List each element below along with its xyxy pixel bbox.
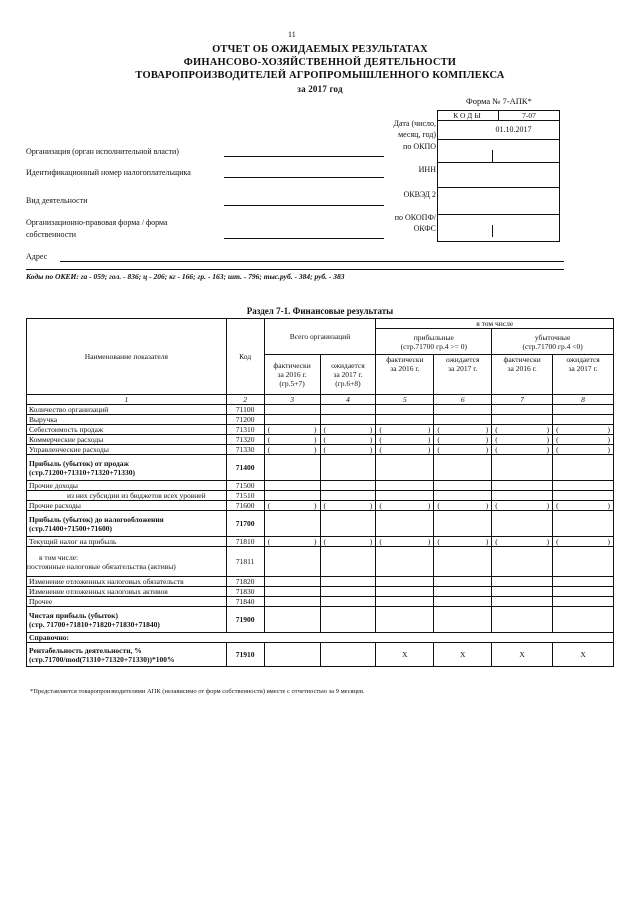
row-code: 71811 [226,547,264,577]
table-row [27,607,614,633]
table-cell[interactable] [264,435,320,445]
table-cell[interactable] [434,491,492,501]
table-row [27,501,614,511]
row-name: в том числе: постоянные налоговые обязательства (активы) [27,547,227,577]
date-label-1: Дата (число, [393,119,436,128]
table-cell[interactable] [320,435,376,445]
table-cell[interactable] [434,435,492,445]
okved-cell[interactable] [438,188,559,215]
table-cell[interactable] [434,455,492,481]
table-cell[interactable] [553,481,614,491]
paren-open: ( [556,425,559,434]
header-including: в том числе [376,319,614,329]
paren-close: ) [369,425,373,434]
paren-open: ( [556,445,559,454]
table-cell[interactable] [320,405,376,415]
table-cell[interactable] [264,405,320,415]
col-number: 4 [320,395,376,405]
table-cell[interactable] [376,405,434,415]
paren-close: ) [369,435,373,444]
paren-open: ( [267,435,271,444]
x-mark: X [376,643,434,667]
table-cell[interactable] [264,501,320,511]
table-cell[interactable] [553,425,614,435]
paren-close: ) [427,425,431,434]
table-cell[interactable] [492,577,553,587]
table-row [27,445,614,455]
table-cell[interactable] [320,481,376,491]
legal-form-input-line[interactable] [224,237,384,239]
table-row [27,435,614,445]
okpo-cell[interactable] [438,140,559,163]
paren-open: ( [379,435,382,444]
paren-open: ( [437,435,440,444]
paren-close: ) [369,501,373,510]
table-row [27,481,614,491]
header-code: Код [226,319,264,395]
table-cell[interactable] [492,537,553,547]
table-cell[interactable] [434,537,492,547]
row-name: Текущий налог на прибыль [27,537,227,547]
paren-close: ) [546,445,550,454]
table-cell[interactable] [376,597,434,607]
okpo-label: по ОКПО [403,142,436,151]
page-number: 11 [288,30,296,39]
col-number: 8 [553,395,614,405]
row-code: 71900 [226,607,264,633]
table-cell[interactable] [553,455,614,481]
inn-cell[interactable] [438,163,559,188]
col-number: 5 [376,395,434,405]
row-name: Прибыль (убыток) до налогообложения (стр.71400+71500+71600) [27,511,227,537]
table-row [27,577,614,587]
paren-open: ( [379,445,382,454]
table-cell[interactable] [264,587,320,597]
table-cell[interactable] [492,511,553,537]
table-cell[interactable] [320,511,376,537]
table-cell[interactable] [492,587,553,597]
table-cell[interactable] [376,491,434,501]
table-cell[interactable] [492,491,553,501]
row-code: 71500 [226,481,264,491]
table-cell[interactable] [553,577,614,587]
paren-open: ( [556,435,559,444]
table-cell[interactable] [553,501,614,511]
table-cell[interactable] [434,425,492,435]
table-cell[interactable] [264,643,320,667]
table-cell[interactable] [264,481,320,491]
table-cell[interactable] [434,547,492,577]
paren-open: ( [556,537,559,546]
table-row [27,537,614,547]
x-mark: X [434,643,492,667]
table-cell[interactable] [434,405,492,415]
table-cell[interactable] [434,587,492,597]
reference-label: Справочно: [27,633,614,643]
table-cell[interactable] [264,597,320,607]
footnote: *Представляется товаропроизводителями АПК (независимо от форм собственности) вместе с отчетностью за 9 месяцев. [30,688,365,695]
paren-close: ) [607,445,610,454]
profitability-name: Рентабельность деятельности, % (стр.71700/mod(71310+71320+71330))*100% [27,643,227,667]
report-title-line-2: ФИНАНСОВО-ХОЗЯЙСТВЕННОЙ ДЕЯТЕЛЬНОСТИ [183,57,457,68]
inn-field-label: Идентификационный номер налогоплательщика [26,168,191,177]
table-cell[interactable] [264,445,320,455]
row-code: 71310 [226,425,264,435]
paren-open: ( [379,501,382,510]
table-cell[interactable] [376,455,434,481]
paren-close: ) [607,435,610,444]
table-cell[interactable] [492,415,553,425]
table-cell[interactable] [264,425,320,435]
header-col8: ожидается за 2017 г. [553,355,614,395]
row-name: из них субсидии из бюджетов всех уровней [27,491,227,501]
row-code: 71200 [226,415,264,425]
table-cell[interactable] [492,481,553,491]
table-row [27,491,614,501]
paren-close: ) [427,537,431,546]
table-cell[interactable] [264,607,320,633]
table-cell[interactable] [376,415,434,425]
table-cell[interactable] [376,511,434,537]
paren-close: ) [314,537,317,546]
table-cell[interactable] [553,537,614,547]
table-cell[interactable] [434,445,492,455]
paren-open: ( [495,435,498,444]
row-name: Чистая прибыль (убыток) (стр. 71700+71810+71820+71830+71840) [27,607,227,633]
row-name: Выручка [27,415,227,425]
paren-open: ( [267,445,271,454]
form-number: Форма № 7-АПК* [466,96,532,106]
table-cell[interactable] [376,577,434,587]
table-cell[interactable] [264,455,320,481]
paren-close: ) [314,445,317,454]
table-row [27,405,614,415]
table-cell[interactable] [320,415,376,425]
paren-open: ( [495,501,498,510]
x-mark: X [553,643,614,667]
table-cell[interactable] [320,455,376,481]
paren-close: ) [369,445,373,454]
row-name: Прочие доходы [27,481,227,491]
paren-open: ( [437,501,440,510]
okei-divider [26,269,564,270]
col-number: 1 [27,395,227,405]
col-number: 6 [434,395,492,405]
okfs-label: ОКФС [413,224,436,233]
paren-close: ) [314,425,317,434]
table-cell[interactable] [434,597,492,607]
table-cell[interactable] [553,445,614,455]
paren-close: ) [485,425,489,434]
table-cell[interactable] [492,455,553,481]
table-cell[interactable] [492,425,553,435]
row-name: Количество организаций [27,405,227,415]
table-cell[interactable] [376,445,434,455]
table-cell[interactable] [553,415,614,425]
header-name: Наименование показателя [27,319,227,395]
table-row [27,455,614,481]
profitability-code: 71910 [226,643,264,667]
table-cell[interactable] [434,511,492,537]
table-cell[interactable] [553,597,614,607]
table-cell[interactable] [264,511,320,537]
table-cell[interactable] [434,501,492,511]
codes-header-label: КОДЫ [438,111,499,120]
activity-label: Вид деятельности [26,196,88,205]
org-input-line[interactable] [224,155,384,157]
table-cell[interactable] [376,425,434,435]
table-cell[interactable] [553,511,614,537]
row-code: 71840 [226,597,264,607]
table-row [27,547,614,577]
table-cell[interactable] [264,415,320,425]
table-cell[interactable] [553,405,614,415]
col-number: 2 [226,395,264,405]
row-code: 71830 [226,587,264,597]
paren-close: ) [607,425,610,434]
table-row [27,425,614,435]
x-mark: X [492,643,553,667]
paren-close: ) [369,537,373,546]
table-cell[interactable] [264,547,320,577]
table-cell[interactable] [320,537,376,547]
okved-label: ОКВЭД 2 [403,190,436,199]
table-cell[interactable] [320,587,376,597]
table-cell[interactable] [320,597,376,607]
inn-input-line[interactable] [224,176,384,178]
row-name: Управленческие расходы [27,445,227,455]
paren-open: ( [437,445,440,454]
table-cell[interactable] [553,491,614,501]
row-name: Изменение отложенных налоговых активов [27,587,227,597]
paren-open: ( [323,425,327,434]
table-cell[interactable] [320,491,376,501]
table-cell[interactable] [434,481,492,491]
table-cell[interactable] [264,577,320,587]
legal-form-label-1: Организационно-правовая форма / форма [26,218,168,227]
paren-close: ) [607,537,610,546]
row-code: 71810 [226,537,264,547]
codes-box [437,110,560,242]
report-date: 01.10.2017 [495,125,532,134]
paren-open: ( [323,501,327,510]
okopf-label: по ОКОПФ/ [394,213,436,222]
paren-open: ( [323,445,327,454]
header-col3: фактически за 2016 г. (гр.5+7) [264,355,320,395]
table-cell[interactable] [434,577,492,587]
header-loss-making: убыточные (стр.71700 гр.4 <0) [492,329,614,355]
activity-input-line[interactable] [224,204,384,206]
paren-close: ) [546,537,550,546]
table-cell[interactable] [376,481,434,491]
paren-close: ) [485,537,489,546]
row-name: Прочее [27,597,227,607]
paren-close: ) [427,501,431,510]
table-cell[interactable] [553,547,614,577]
table-cell[interactable] [320,643,376,667]
paren-open: ( [323,435,327,444]
paren-open: ( [437,537,440,546]
table-row [27,597,614,607]
paren-open: ( [495,425,498,434]
header-col5: фактически за 2016 г. [376,355,434,395]
paren-open: ( [379,537,382,546]
table-cell[interactable] [264,537,320,547]
header-col7: фактически за 2016 г. [492,355,553,395]
paren-close: ) [546,435,550,444]
paren-open: ( [437,425,440,434]
address-label: Адрес [26,252,48,261]
inn-label: ИНН [418,165,436,174]
row-code: 71600 [226,501,264,511]
table-cell[interactable] [264,491,320,501]
paren-close: ) [546,501,550,510]
table-cell[interactable] [376,547,434,577]
row-name: Изменение отложенных налоговых обязательств [27,577,227,587]
row-code: 71100 [226,405,264,415]
paren-close: ) [485,501,489,510]
org-label: Организация (орган исполнительной власти) [26,147,179,156]
paren-open: ( [556,501,559,510]
row-name: Себестоимость продаж [27,425,227,435]
paren-close: ) [485,435,489,444]
date-label-2: месяц, год) [398,130,436,139]
table-cell[interactable] [492,435,553,445]
paren-close: ) [485,445,489,454]
table-cell[interactable] [376,435,434,445]
table-cell[interactable] [376,607,434,633]
row-code: 71820 [226,577,264,587]
table-cell[interactable] [376,537,434,547]
table-row [27,587,614,597]
table-cell[interactable] [492,405,553,415]
row-name: Коммерческие расходы [27,435,227,445]
paren-close: ) [314,501,317,510]
row-code: 71700 [226,511,264,537]
table-cell[interactable] [553,607,614,633]
section-title: Раздел 7-1. Финансовые результаты [246,306,394,316]
table-cell[interactable] [492,597,553,607]
row-name: Прочие расходы [27,501,227,511]
header-all-orgs: Всего организаций [264,319,376,355]
paren-close: ) [427,445,431,454]
row-code: 71510 [226,491,264,501]
paren-close: ) [607,501,610,510]
col-number: 3 [264,395,320,405]
table-cell[interactable] [492,501,553,511]
table-cell[interactable] [553,435,614,445]
table-cell[interactable] [320,607,376,633]
table-cell[interactable] [553,587,614,597]
paren-open: ( [495,537,498,546]
paren-close: ) [427,435,431,444]
paren-open: ( [323,537,327,546]
row-name: Прибыль (убыток) от продаж (стр.71200+71310+71320+71330) [27,455,227,481]
okei-codes: Коды по ОКЕИ: га - 059; гол. - 836; ц - 206; кг - 166; гр. - 163; шт. - 796; тыс.руб. - 384; руб. - 383 [26,272,345,281]
row-code: 71330 [226,445,264,455]
paren-open: ( [267,501,271,510]
row-code: 71400 [226,455,264,481]
codes-header-form: 7-07 [522,111,536,120]
header-col6: ожидается за 2017 г. [434,355,492,395]
financial-results-table [26,318,614,667]
table-row [27,415,614,425]
okopf-cell[interactable] [438,215,559,241]
report-title-line-3: ТОВАРОПРОИЗВОДИТЕЛЕЙ АГРОПРОМЫШЛЕННОГО КОМПЛЕКСА [135,70,505,81]
paren-close: ) [546,425,550,434]
table-cell[interactable] [320,445,376,455]
table-cell[interactable] [320,501,376,511]
address-input-line[interactable] [60,260,564,262]
report-title-line-1: ОТЧЕТ ОБ ОЖИДАЕМЫХ РЕЗУЛЬТАТАХ [212,44,428,55]
row-code: 71320 [226,435,264,445]
table-row [27,511,614,537]
table-cell[interactable] [434,415,492,425]
table-cell[interactable] [376,587,434,597]
table-cell[interactable] [492,547,553,577]
legal-form-label-2: собственности [26,230,77,239]
paren-open: ( [267,425,271,434]
table-cell[interactable] [320,547,376,577]
table-cell[interactable] [492,607,553,633]
table-cell[interactable] [320,577,376,587]
header-profitable: прибыльные (стр.71700 гр.4 >= 0) [376,329,492,355]
table-cell[interactable] [376,501,434,511]
paren-open: ( [495,445,498,454]
paren-close: ) [314,435,317,444]
paren-open: ( [267,537,271,546]
table-cell[interactable] [320,425,376,435]
table-cell[interactable] [434,607,492,633]
col-number: 7 [492,395,553,405]
paren-open: ( [379,425,382,434]
report-year: за 2017 год [297,84,343,94]
header-col4: ожидается за 2017 г. (гр.6+8) [320,355,376,395]
table-cell[interactable] [492,445,553,455]
